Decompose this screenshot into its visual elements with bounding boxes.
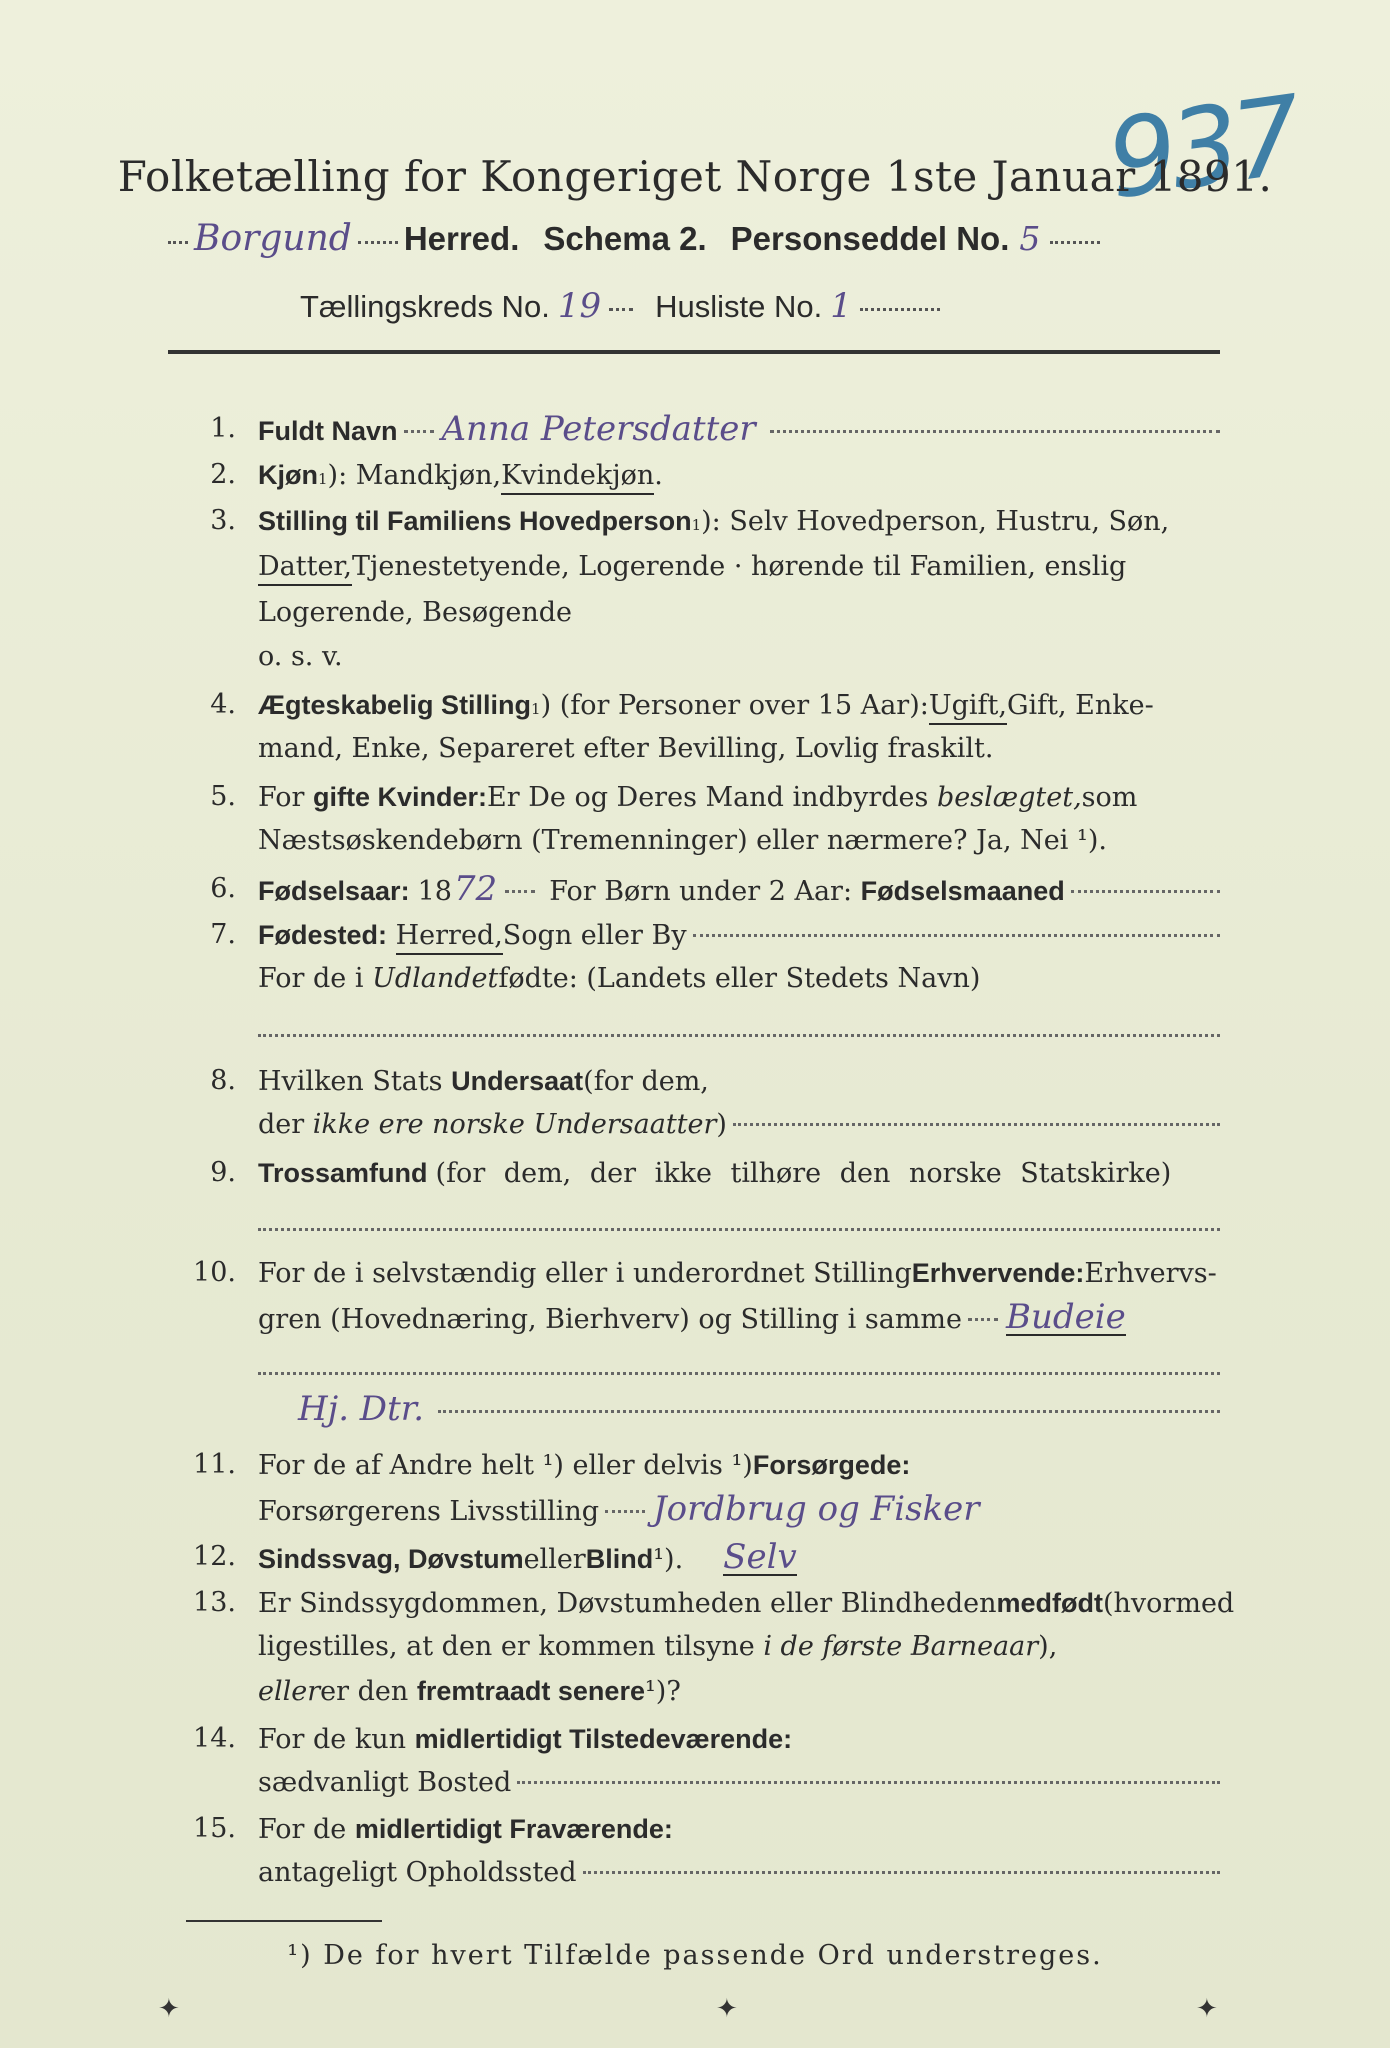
- kreds-line: [300, 286, 1100, 326]
- husliste-label: Husliste No.: [655, 289, 823, 324]
- occupation-value: Budeie: [1006, 1297, 1126, 1337]
- gender-selected: Kvindekjøn: [501, 459, 654, 495]
- registration-mark: ✦: [158, 1994, 180, 2024]
- header-rule: [168, 350, 1220, 354]
- disability-value: Selv: [723, 1537, 797, 1577]
- schema-label: Schema 2.: [543, 220, 707, 257]
- occupation-value-2: Hj. Dtr.: [298, 1389, 425, 1429]
- item-1-label: Fuldt Navn: [258, 416, 398, 446]
- footnote: ¹) De for hvert Tilfælde passende Ord understreges.: [287, 1940, 1103, 1971]
- herred-value: Borgund: [194, 218, 352, 259]
- birth-year-value: 72: [453, 869, 498, 909]
- family-position-selected: Datter,: [258, 550, 352, 586]
- full-name-value: Anna Petersdatter: [441, 409, 756, 449]
- kreds-value: 19: [557, 286, 602, 326]
- form-title: Folketælling for Kongeriget Norge 1ste Januar 1891.: [117, 152, 1273, 201]
- husliste-value: 1: [830, 286, 852, 326]
- handwritten-serial-number: 937: [1100, 73, 1304, 224]
- kreds-label: Tællingskreds No.: [300, 289, 550, 324]
- form-header-line: [168, 218, 1228, 259]
- personseddel-label: Personseddel No.: [730, 220, 1010, 257]
- provider-occupation-value: Jordbrug og Fisker: [653, 1489, 980, 1529]
- registration-mark: ✦: [716, 1994, 738, 2024]
- herred-label: Herred.: [403, 220, 520, 257]
- footnote-rule: [186, 1920, 382, 1922]
- marital-selected: Ugift,: [929, 689, 1007, 725]
- birthplace-selected: Herred,: [396, 919, 503, 955]
- registration-mark: ✦: [1196, 1994, 1218, 2024]
- census-form-page: 937 Folketælling for Kongeriget Norge 1ste Januar 1891. Borgund Herred. Schema 2. Personseddel No. 5 Tællingskreds No. 19 Husliste No. 1 1. Fuldt Navn Anna Petersdatter 2. Kjøn 1 ): Mandkjøn, Kvindekjøn . 3. Stilling til Familiens Hovedperson 1 ): Selv Hovedperson, Hustru, Søn, Datter, Tjenestetyende, Logerende · hørende til Familien, enslig Logerende, Besøgende o. s. v. 4. Ægteskabelig Stilling 1 ) (for Personer over 15 Aar): Ugift, Gift, Enke- mand, Enke, Separeret efter Bevilling, Lovlig fraskilt. 5. For gifte Kvinder: Er De og Deres Mand indbyrdes beslægtet, som Næstsøskendebørn (Tremenninger) eller nærmere? Ja, Nei ¹). 6. Fødselsaar: 18 72 For Børn under 2 Aar: Fødselsmaaned 7. Fødested: Herred, Sogn eller By For de i Udlandet fødte: (Landets eller Stedets Navn) 8. Hvilken Stats Undersaat (for dem, der ikke ere norske Undersaatter ) 9. Trossamfund (for dem, der ikke tilhøre den norske Statskirke) 10. For de i selvstændig eller i underordnet Stilling Erhvervende: Erhvervs- gren (Hovednæring, Bierhverv) og Stilling i samme Budeie Hj. Dtr. 11. For de af Andre helt ¹) eller delvis ¹) Forsørgede: Forsørgerens Livsstilling Jordbrug og Fisker 12. Sindssvag, Døvstum eller Blind ¹). Selv 13. Er Sindssygdommen, Døvstumheden eller Blindheden medfødt (hvormed ligestilles, at den er kommen tilsyne i de første Barneaar ), eller er den fremtraadt senere ¹)? 14. For de kun midlertidigt Tilstedeværende: sædvanligt Bosted 15. For de midlertidigt Fraværende: antageligt Opholdssted ¹) De for hvert Tilfælde passende Ord understreges. ✦ ✦ ✦: [0, 0, 1390, 2048]
- personseddel-value: 5: [1019, 219, 1041, 258]
